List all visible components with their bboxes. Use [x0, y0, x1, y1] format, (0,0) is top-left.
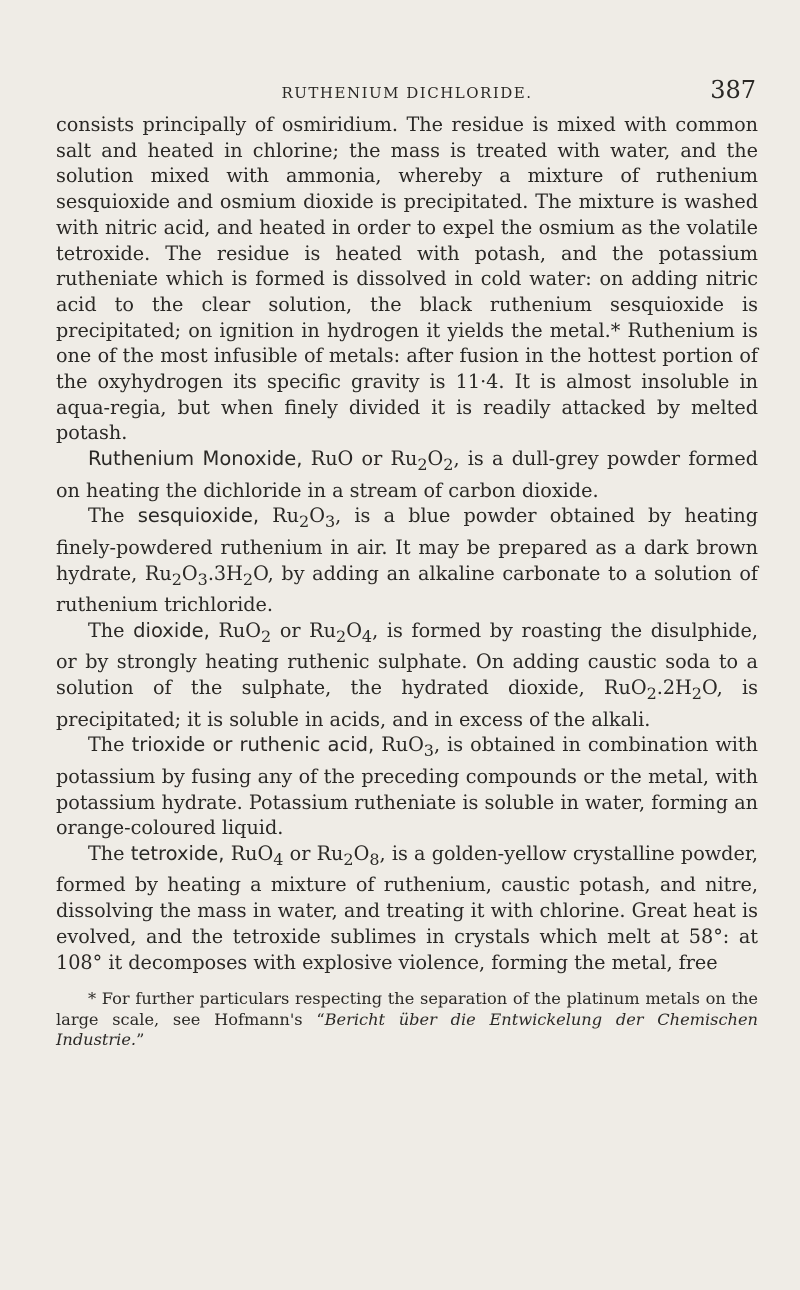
paragraph-intro — [56, 112, 758, 446]
page-header — [56, 76, 758, 110]
body-text — [56, 112, 758, 975]
text-run: RuO — [224, 841, 274, 865]
compound-heading: dioxide, — [133, 618, 210, 642]
text-run: Ru — [259, 504, 300, 528]
paragraph-dioxide — [56, 618, 758, 732]
text-run: , is formed by roasting the disulphide, or by strongly heating ruthenic sulphate. On adding caustic soda to a solution of the sulphate, the hydrated dioxide, RuO — [56, 618, 758, 700]
subscript: 8 — [369, 849, 380, 869]
text-run: The — [88, 733, 132, 757]
page-number: 387 — [710, 76, 756, 104]
text-run: , is a dull-grey powder formed on heating the dichloride in a stream of carbon dioxide. — [56, 447, 758, 502]
text-run: O — [181, 561, 198, 585]
text-run: .3H — [207, 561, 243, 585]
text-run: or Ru — [283, 841, 344, 865]
text-run: O — [427, 447, 444, 471]
text-run: The — [88, 504, 138, 528]
subscript: 2 — [336, 626, 347, 646]
footnote-text — [56, 989, 758, 1051]
text-run: or Ru — [271, 618, 336, 642]
text-run: O — [309, 504, 325, 528]
compound-heading: Ruthenium Monoxide, — [88, 447, 303, 471]
subscript: 3 — [423, 741, 434, 761]
text-run: The — [88, 841, 131, 865]
subscript: 2 — [171, 569, 182, 589]
subscript: 2 — [417, 454, 428, 474]
running-title: RUTHENIUM DICHLORIDE. — [281, 84, 533, 102]
subscript: 2 — [261, 626, 272, 646]
text-run: * For further particulars respecting the separation of the platinum metals on the large scale, see Hofmann's “ — [56, 989, 758, 1029]
text-run: , is a golden-yellow crystalline powder, formed by heating a mixture of ruthenium, caustic potash, and nitre, dissolving the mass in water, and treating it with chlorine. Great heat is evolved, and the tetroxide sublimes in crystals which melt at 58°: at 108° it decomposes with explosive violence, forming the metal, free — [56, 841, 758, 974]
subscript: 2 — [299, 512, 310, 532]
subscript: 2 — [242, 569, 254, 589]
text-run: O — [353, 841, 370, 865]
compound-heading: tetroxide, — [130, 841, 225, 865]
subscript: 4 — [361, 626, 373, 646]
text-run: , is obtained in combination with potassium by fusing any of the preceding compounds or the metal, with potassium hydrate. Potassium rutheniate is soluble in water, forming an orange-coloured liquid. — [56, 733, 758, 840]
text-run: ” — [136, 1030, 145, 1050]
subscript: 2 — [343, 849, 354, 869]
text-run: O — [346, 618, 362, 642]
paragraph-tetroxide — [56, 841, 758, 975]
text-run: consists principally of osmiridium. The residue is mixed with common salt and heated in chlorine; the mass is treated with water, and the solution mixed with ammonia, whereby a mixture of ruthenium sesquioxide and osmium dioxide is precipitated. The mixture is washed with nitric acid, and heated in order to expel the osmium as the volatile tetroxide. The residue is heated with potash, and the potassium rutheniate which is formed is dissolved in cold water: on adding nitric acid to the clear solution, the black ruthenium sesquioxide is precipitated; on ignition in hydrogen it yields the metal.* Ruthenium is one of the most infusible of metals: after fusion in the hottest portion of the oxyhydrogen its specific gravity is 11·4. It is almost insoluble in aqua-regia, but when finely divided it is readily attacked by melted potash. — [56, 113, 758, 445]
subscript: 3 — [324, 512, 336, 532]
text-run: O, by adding an alkaline carbonate to a solution of ruthenium trichloride. — [56, 561, 758, 617]
subscript: 2 — [443, 454, 454, 474]
text-run: O, is precipitated; it is soluble in acids, and in excess of the alkali. — [56, 676, 758, 731]
subscript: 3 — [197, 569, 208, 589]
book-title: Bericht über die Entwickelung der Chemischen Industrie. — [56, 1009, 758, 1050]
subscript: 2 — [646, 683, 657, 703]
compound-heading: trioxide or ruthenic acid, — [131, 733, 375, 757]
text-run: RuO — [209, 618, 261, 642]
text-run: The — [88, 618, 134, 642]
text-run: .2H — [656, 676, 692, 700]
paragraph-trioxide — [56, 732, 758, 841]
subscript: 2 — [691, 683, 702, 703]
text-run: RuO or Ru — [302, 447, 418, 471]
text-run: RuO — [374, 733, 424, 757]
book-page — [56, 76, 758, 1051]
compound-heading: sesquioxide, — [137, 504, 260, 528]
subscript: 4 — [273, 849, 284, 869]
text-run: , is a blue powder obtained by heating finely-powdered ruthenium in air. It may be prepared as a dark brown hydrate, Ru — [56, 504, 758, 585]
paragraph-sesquioxide — [56, 503, 758, 617]
paragraph-monoxide — [56, 446, 758, 503]
footnote — [56, 989, 758, 1051]
